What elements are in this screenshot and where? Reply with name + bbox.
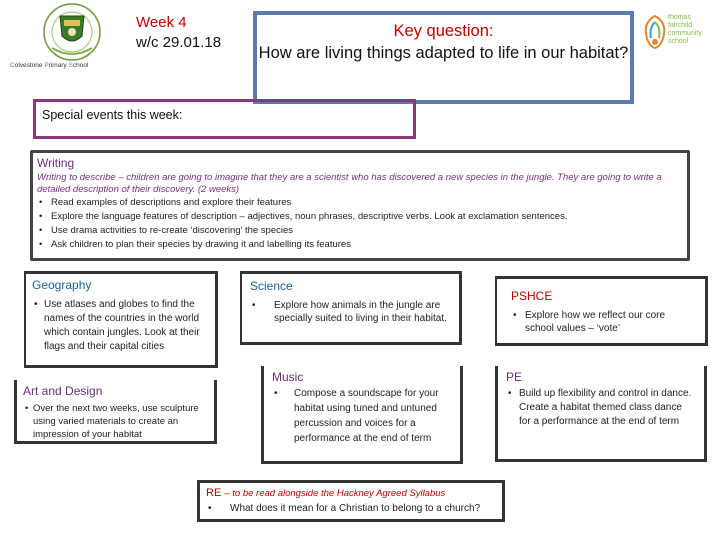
list-item: • Explore how animals in the jungle are specially suited to living in their habitat. xyxy=(250,299,451,325)
re-list xyxy=(206,502,496,516)
re-subtitle: – to be read alongside the Hackney Agreed Syllabus xyxy=(224,488,446,499)
list-item: • Compose a soundscape for your habitat using tuned and untuned percussion and voices for a performance at the end of term xyxy=(272,386,452,446)
thomas-fairchild-logo xyxy=(640,10,716,68)
list-item: • Ask children to plan their species by drawing it and labelling its features xyxy=(37,238,683,252)
re-section xyxy=(197,480,505,522)
key-question-box xyxy=(253,11,634,104)
school-name: Colvestone Primary School xyxy=(10,62,89,69)
pe-list xyxy=(506,387,696,429)
writing-description: Writing to describe – children are going to imagine that they are a scientist who has discovered a new species in the jungle. They are going to write a detailed description of their discovery. (2 weeks) xyxy=(37,172,662,195)
list-item: • Use drama activities to re-create ‘discovering’ the species xyxy=(37,224,683,238)
science-list xyxy=(250,299,451,325)
writing-section xyxy=(30,150,690,261)
list-item: • Build up flexibility and control in dance. Create a habitat themed class dance for a performance at the end of term xyxy=(506,387,696,429)
school-crest-logo xyxy=(38,2,106,64)
list-item: • Read examples of descriptions and explore their features xyxy=(37,196,683,210)
pe-title: PE xyxy=(506,370,523,384)
special-events-box xyxy=(33,99,416,139)
geography-section xyxy=(24,271,218,368)
music-list xyxy=(272,386,452,446)
list-item: • Over the next two weeks, use sculpture using varied materials to create an impression of your habitat xyxy=(23,402,208,441)
art-design-section xyxy=(14,380,217,444)
writing-list xyxy=(37,196,683,252)
key-question-text: How are living things adapted to life in our habitat? xyxy=(258,44,629,62)
right-logo-text: thomas fairchild community school xyxy=(668,14,702,45)
science-section xyxy=(240,271,462,345)
pe-section xyxy=(495,366,707,462)
pshce-section xyxy=(495,276,708,346)
list-item: • Explore how we reflect our core school values – ‘vote’ xyxy=(511,309,691,335)
re-heading xyxy=(206,487,496,499)
geography-list xyxy=(32,298,209,354)
science-title: Science xyxy=(250,279,293,293)
list-item: • Use atlases and globes to find the names of the countries in the world which contain jungles. Look at their flags and their capital cities xyxy=(32,298,209,354)
music-title: Music xyxy=(272,370,304,384)
key-question-label: Key question: xyxy=(393,22,494,40)
week-info xyxy=(136,13,221,53)
pshce-title: PSHCE xyxy=(511,289,553,303)
week-commencing: w/c 29.01.18 xyxy=(136,34,222,51)
art-design-title: Art and Design xyxy=(23,384,103,398)
writing-title: Writing xyxy=(37,156,75,170)
special-events-label: Special events this week: xyxy=(42,108,183,122)
week-number: Week 4 xyxy=(136,14,187,31)
list-item: • What does it mean for a Christian to belong to a church? xyxy=(206,502,496,516)
list-item: • Explore the language features of description – adjectives, noun phrases, descriptive verbs. Look at exclamation sentences. xyxy=(37,210,683,224)
pshce-list xyxy=(511,309,691,335)
re-title: RE xyxy=(206,487,222,499)
art-design-list xyxy=(23,402,208,441)
geography-title: Geography xyxy=(32,278,92,292)
music-section xyxy=(261,366,463,464)
